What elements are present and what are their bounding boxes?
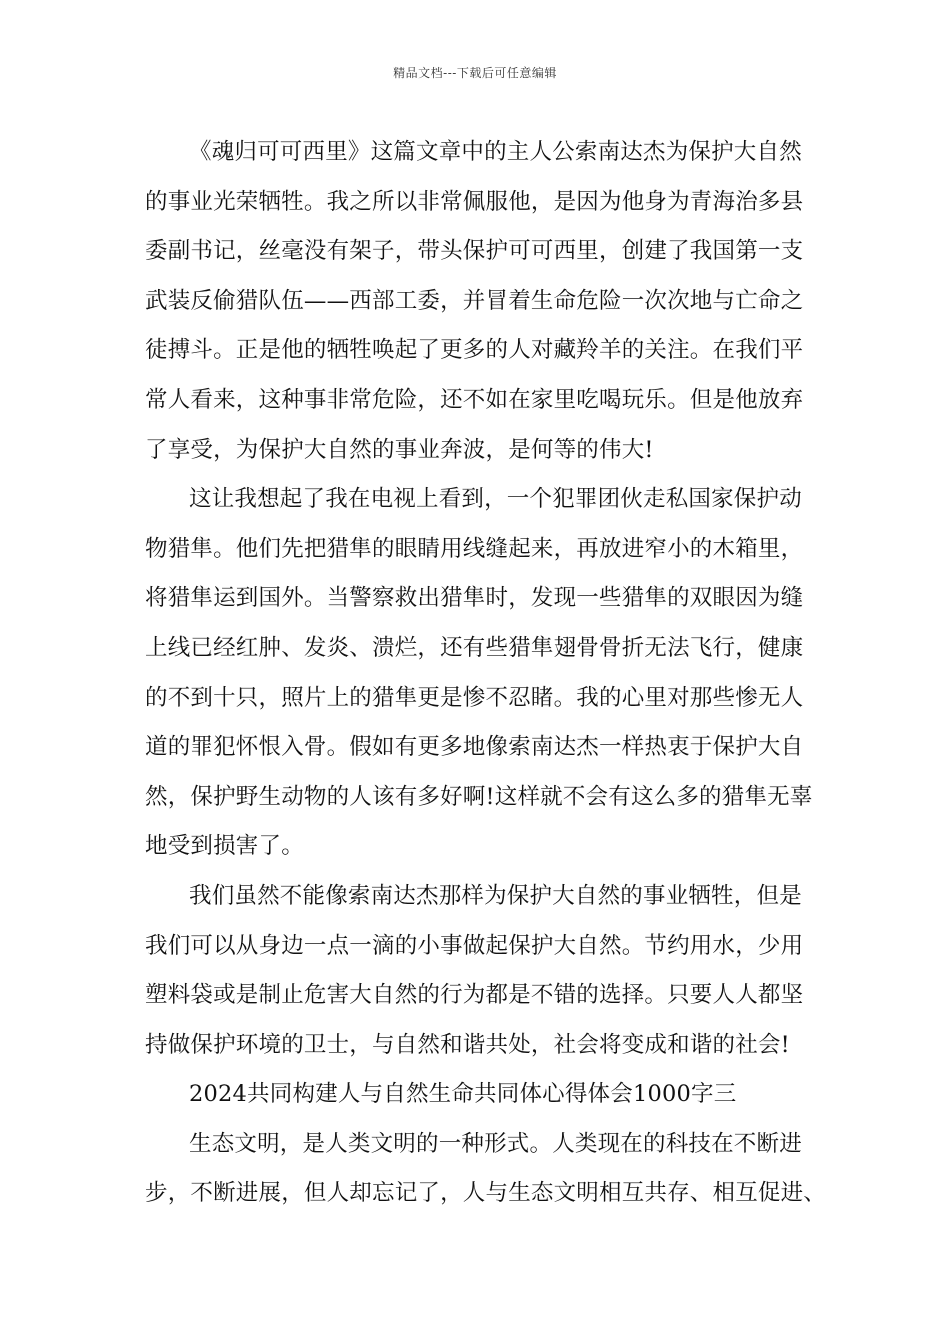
text-line: 然，保护野生动物的人该有多好啊!这样就不会有这么多的猎隼无辜 — [145, 783, 813, 810]
text-line: 武装反偷猎队伍——西部工委，并冒着生命危险一次次地与亡命之 — [145, 287, 804, 314]
text-line: 将猎隼运到国外。当警察救出猎隼时，发现一些猎隼的双眼因为缝 — [145, 585, 804, 612]
text-line: 塑料袋或是制止危害大自然的行为都是不错的选择。只要人人都坚 — [145, 982, 804, 1009]
text-line: 持做保护环境的卫士，与自然和谐共处，社会将变成和谐的社会! — [145, 1031, 790, 1058]
text-line: 我们虽然不能像索南达杰那样为保护大自然的事业牺牲，但是 — [189, 882, 802, 909]
text-line: 常人看来，这种事非常危险，还不如在家里吃喝玩乐。但是他放弃 — [145, 386, 804, 413]
text-line: 了享受，为保护大自然的事业奔波，是何等的伟大! — [145, 436, 654, 463]
document-body — [145, 128, 825, 1219]
text-line: 的不到十只，照片上的猎隼更是惨不忍睹。我的心里对那些惨无人 — [145, 684, 804, 711]
text-line: 徒搏斗。正是他的牺牲唤起了更多的人对藏羚羊的关注。在我们平 — [145, 337, 804, 364]
text-line: 这让我想起了我在电视上看到，一个犯罪团伙走私国家保护动 — [189, 486, 802, 513]
text-line: 的事业光荣牺牲。我之所以非常佩服他，是因为他身为青海治多县 — [145, 188, 804, 215]
text-line: 《魂归可可西里》这篇文章中的主人公索南达杰为保护大自然 — [189, 139, 802, 165]
text-line: 步，不断进展，但人却忘记了，人与生态文明相互共存、相互促进、 — [145, 1180, 827, 1207]
page-header: 精品文档---下载后可任意编辑 — [393, 66, 557, 80]
text-line: 上线已经红肿、发炎、溃烂，还有些猎隼翅骨骨折无法飞行，健康 — [145, 634, 804, 661]
text-line: 2024共同构建人与自然生命共同体心得体会1000字三 — [189, 1081, 737, 1108]
text-line: 道的罪犯怀恨入骨。假如有更多地像索南达杰一样热衷于保护大自 — [145, 734, 804, 761]
text-line: 生态文明，是人类文明的一种形式。人类现在的科技在不断进 — [189, 1130, 802, 1157]
text-line: 地受到损害了。 — [145, 833, 304, 860]
text-line: 我们可以从身边一点一滴的小事做起保护大自然。节约用水，少用 — [145, 932, 804, 959]
text-line: 物猎隼。他们先把猎隼的眼睛用线缝起来，再放进窄小的木箱里， — [145, 535, 804, 562]
text-line: 委副书记，丝毫没有架子，带头保护可可西里，创建了我国第一支 — [145, 238, 804, 265]
